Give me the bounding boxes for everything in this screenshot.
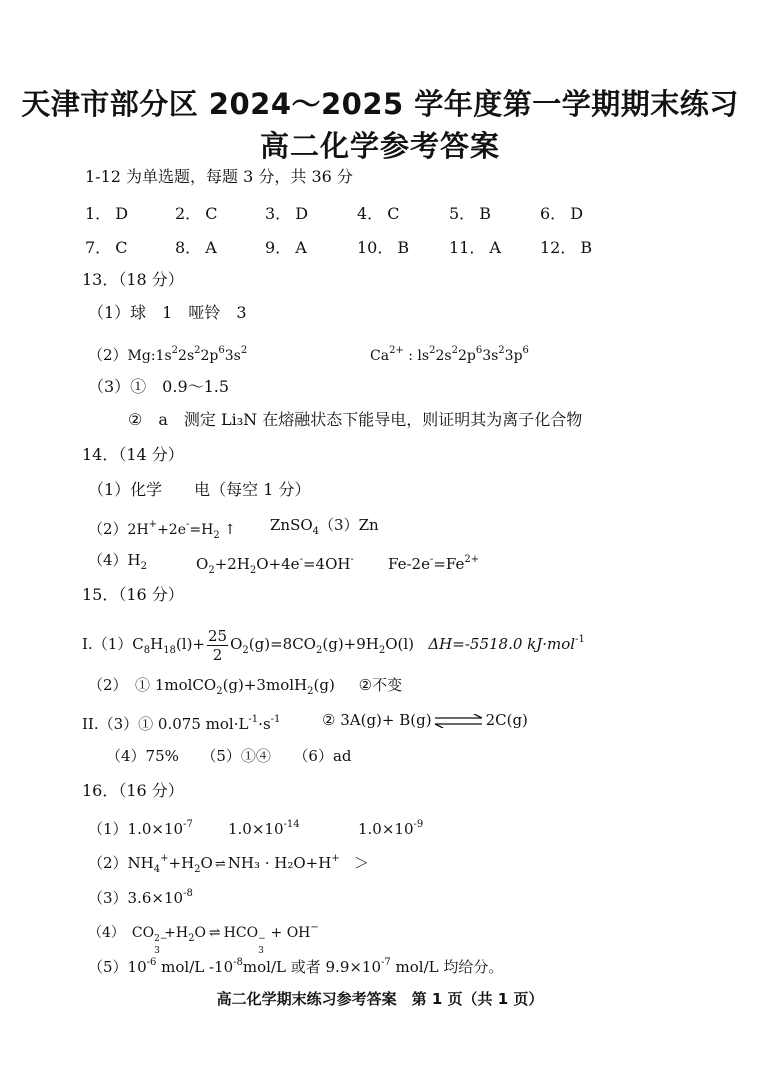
mc-answer-letter: C <box>387 204 400 223</box>
mc-question-number: 9． <box>265 238 292 257</box>
mc-answer-letter: D <box>115 204 129 223</box>
mc-answer-item <box>540 201 583 224</box>
o2-text: O <box>196 555 209 573</box>
reversible-arrow-icon: ⇌ <box>214 857 226 872</box>
q15-i-label: I.（1）C <box>82 635 144 653</box>
q13-part3a: （3）① 0.9～1.5 <box>88 377 230 396</box>
mc-question-number: 2． <box>175 204 202 223</box>
value-b: 1.0×10 <box>228 820 284 838</box>
q15-part1: $I.(1)C_8H_{18}(l)+$ $\frac{25}{2}$ $O_2(g)=8CO_2(g)+9H_2O(l)$ ΔH=-5518.0 kJ·mol$^{-1}$ <box>82 626 585 664</box>
mc-answer-item <box>449 235 501 258</box>
q13-part2-label: （2） <box>88 346 128 364</box>
mc-intro: 1-12 为单选题，每题 3 分，共 36 分 <box>85 167 353 186</box>
q14-part4-fe: $Fe-2e^-=Fe^{2+}$ <box>388 554 480 573</box>
mc-answer-item <box>449 201 491 224</box>
fraction <box>207 627 228 664</box>
mc-answer-letter: A <box>295 238 307 257</box>
q14-part2: $(2)2H^++2e^-=H_2$ ↑ <box>88 519 236 541</box>
mc-answer-letter: B <box>397 238 410 257</box>
q15-ii-label: II.（3）① 0.075 mol·L <box>82 715 249 733</box>
greater-than: ＞ <box>354 854 370 872</box>
mc-question-number: 3． <box>265 204 292 223</box>
mc-answer-item <box>85 235 127 258</box>
q13-heading: 13．（18 分） <box>82 270 184 289</box>
q16-part1: $(1)1.0\times 10^{-7}$ <box>88 819 193 838</box>
q13-part3b: ② a 测定 Li₃N 在熔融状态下能导电，则证明其为离子化合物 <box>128 410 583 429</box>
q16-part5-c: mol/L 或者 9.9×10 <box>242 958 382 976</box>
enthalpy-value: ΔH=-5518.0 kJ·mol <box>428 635 576 653</box>
mc-answer-letter: A <box>489 238 501 257</box>
q13-part1: （1）球 1 哑铃 3 <box>88 303 247 322</box>
value-c: 1.0×10 <box>358 820 414 838</box>
mc-question-number: 1． <box>85 204 112 223</box>
mc-answer-letter: B <box>479 204 491 223</box>
frac-denominator: 2 <box>212 645 223 664</box>
q14-part4-label: （4）H <box>88 551 141 569</box>
doc-title: 天津市部分区 2024～2025 学年度第一学期期末练习 <box>21 87 739 121</box>
mc-answer-item <box>265 235 307 258</box>
mc-answer-item <box>175 235 217 258</box>
equilibrium-arrow-icon <box>434 714 484 728</box>
q14-heading: 14．（14 分） <box>82 445 184 464</box>
mg-config: Mg:1s <box>127 348 172 364</box>
hco3-text: HCO <box>223 925 259 941</box>
ca-symbol: Ca <box>370 348 390 364</box>
mc-answer-item <box>175 201 217 224</box>
q16-part5: $(5)10^{-6}$ mol/L $-10^{-8}mol/L$ 或者 $9.9\times 10^{-7}$ mol/L 均给分。 <box>88 957 504 976</box>
mc-answer-item <box>540 235 592 258</box>
q14-part2-zn: ZnSO$_4$（3）Zn <box>270 516 379 537</box>
q14-part4: $(4)H_2$ <box>88 551 147 572</box>
q15-part2b: ②不变 <box>358 676 403 694</box>
q16-part3: $(3)3.6\times 10^{-8}$ <box>88 888 193 907</box>
q16-part5-d: mol/L 均给分。 <box>390 958 504 976</box>
eq-right: 2C(g) <box>485 711 528 729</box>
mc-answer-letter: D <box>295 204 309 223</box>
mc-answer-item <box>265 201 308 224</box>
q16-part4: （4） CO 2− 3 $+H_2O$ ⇌ HCO − 3 + OH− <box>88 922 319 956</box>
fe2-text: =Fe <box>433 555 465 573</box>
mc-answer-letter: A <box>205 238 217 257</box>
mc-question-number: 5． <box>449 204 476 223</box>
q15-heading: 15．（16 分） <box>82 585 184 604</box>
mc-answer-letter: C <box>115 238 128 257</box>
q16-part3-value: （3）3.6×10 <box>88 889 184 907</box>
mc-answer-letter: B <box>580 238 593 257</box>
mc-answer-letter: C <box>205 204 218 223</box>
q14-part1: （1）化学 电（每空 1 分） <box>88 480 311 499</box>
q15-part3: II.（3）① 0.075 $mol\cdot L^{-1}\cdot s^{-1}$ <box>82 714 281 733</box>
q16-part5-b: mol/L -10 <box>156 958 234 976</box>
q16-part2-products: NH₃ · H₂O+H <box>227 854 332 872</box>
mc-answer-item <box>357 235 409 258</box>
q15-part2-label: （2） ① <box>88 676 151 694</box>
q16-part1-label: （1） <box>88 820 128 838</box>
mc-question-number: 10． <box>357 238 394 257</box>
q15-part2: （2） ① 1molCO$_2$(g)+3molH$_2$(g) ②不变 <box>88 676 403 697</box>
q13-part2: $(2)Mg:1s^22s^22p^63s^2$ <box>88 345 248 364</box>
mc-question-number: 8． <box>175 238 202 257</box>
mc-question-number: 4． <box>357 204 384 223</box>
q16-part1-b: $1.0\times 10^{-14}$ <box>228 819 300 838</box>
q14-part3: （3）Zn <box>319 516 379 534</box>
page-footer: 高二化学期末练习参考答案 第 1 页（共 1 页） <box>216 990 544 1008</box>
mc-question-number: 12． <box>540 238 577 257</box>
q16-part2-label: （2）NH <box>88 854 154 872</box>
q14-part2-label: （2） <box>88 520 128 538</box>
mc-answer-item <box>85 201 128 224</box>
mc-question-number: 7． <box>85 238 112 257</box>
mc-question-number: 6． <box>540 204 567 223</box>
q16-part4-label: （4） CO <box>88 925 155 941</box>
q15-part3-eq <box>322 710 528 730</box>
q16-part1-c: $1.0\times 10^{-9}$ <box>358 819 424 838</box>
q16-part2: $(2)NH_4^++H_2O$ ⇌ NH₃ · H₂O+H+ ＞ <box>88 853 370 875</box>
q14-part4-o2: $O_2+2H_2O+4e^-=4OH^-$ <box>196 554 354 576</box>
mc-answer-item <box>357 201 399 224</box>
q16-heading: 16．（16 分） <box>82 781 184 800</box>
reversible-arrow-icon-2: ⇌ <box>208 925 221 941</box>
ca-config: $Ca^{2+}$ : $ls^22s^22p^63s^23p^6$ <box>370 345 529 364</box>
eq-left: ② 3A(g)+ B(g) <box>322 711 432 729</box>
znso4-text: ZnSO <box>270 516 313 534</box>
mc-question-number: 11． <box>449 238 486 257</box>
q16-part5-label: （5）10 <box>88 958 147 976</box>
doc-subtitle: 高二化学参考答案 <box>259 129 500 163</box>
fe-text: Fe-2e <box>388 555 430 573</box>
kw-value: 1.0×10 <box>127 820 184 838</box>
frac-numerator: 25 <box>208 626 228 645</box>
mc-answer-letter: D <box>570 204 584 223</box>
q15-part4: （4）75% （5）①④ （6）ad <box>106 747 352 765</box>
